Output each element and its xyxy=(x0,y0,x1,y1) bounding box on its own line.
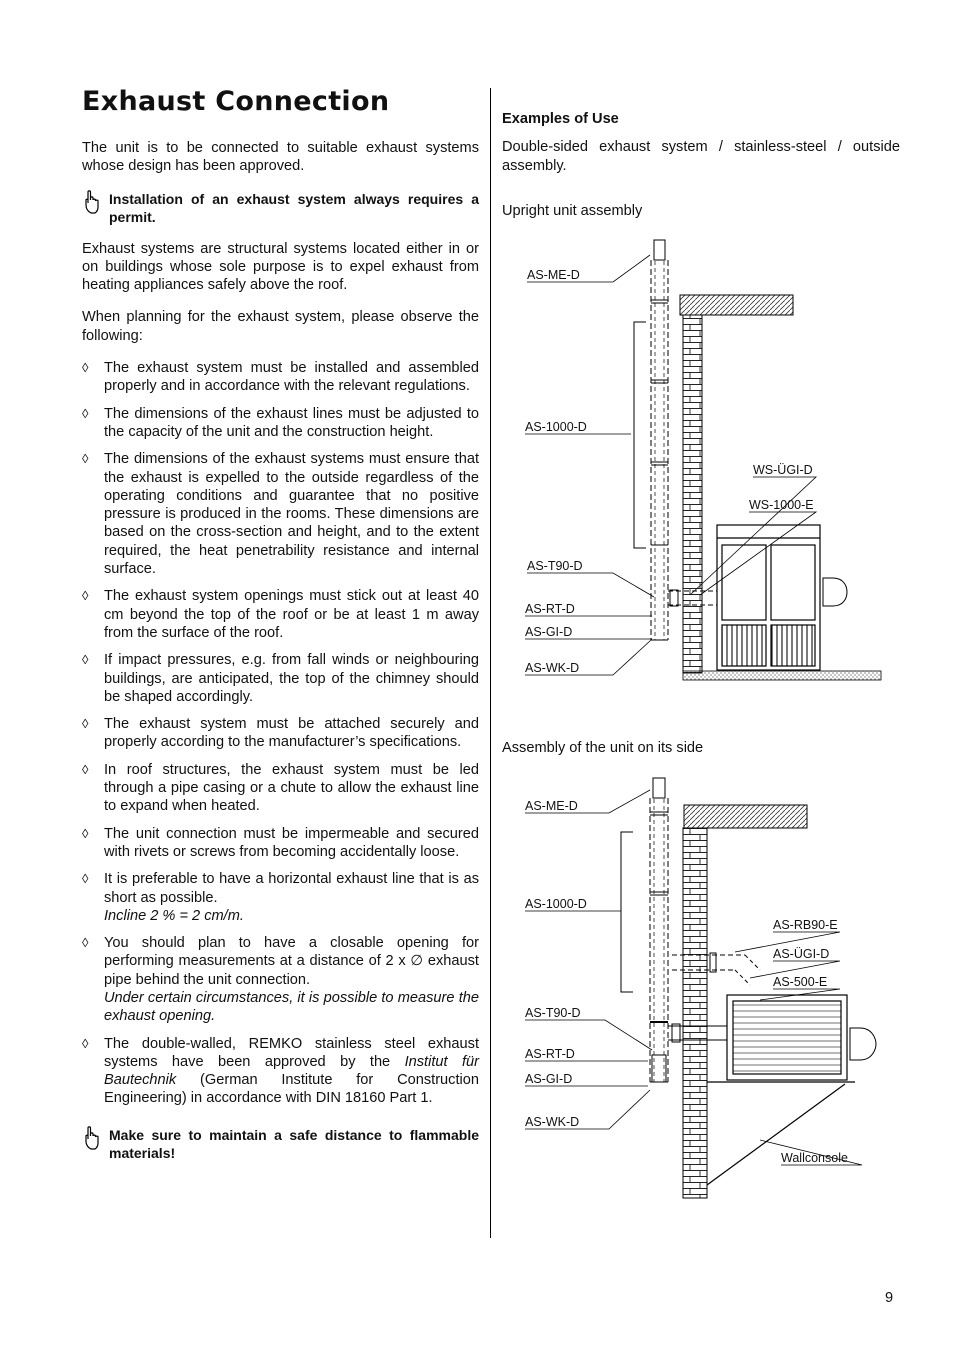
diamond-bullet-icon: ◊ xyxy=(82,761,89,777)
label-ws-ugi-d: WS-ÜGI-D xyxy=(753,463,813,477)
diamond-bullet-icon: ◊ xyxy=(82,588,89,604)
page-number: 9 xyxy=(885,1290,894,1306)
label-as-rt-d: AS-RT-D xyxy=(525,602,575,616)
column-divider xyxy=(490,88,491,1238)
brick-wall xyxy=(683,828,707,1198)
label-as-wk-d: AS-WK-D xyxy=(525,1115,580,1129)
intro-paragraph: The unit is to be connected to suitable exhaust systems whose design has been approved. xyxy=(82,140,479,175)
label-wallconsole: Wallconsole xyxy=(781,1151,848,1165)
diamond-bullet-icon: ◊ xyxy=(82,652,89,668)
lower-connection-pipe xyxy=(668,1024,730,1042)
examples-intro: Double-sided exhaust system / stainless-steel / outside assembly. xyxy=(502,139,900,174)
requirements-list xyxy=(82,359,479,1108)
list-item: ◊ If impact pressures, e.g. from fall winds or neighbouring buildings, are anticipated, the top of the chimney should be shaped accordingly. xyxy=(82,652,479,705)
upper-connection-pipe xyxy=(672,953,760,985)
label-as-rb90-e: AS-RB90-E xyxy=(773,918,838,932)
label-as-wk-d: AS-WK-D xyxy=(525,661,580,675)
upright-caption: Upright unit assembly xyxy=(502,203,643,219)
right-column xyxy=(502,110,900,175)
list-item: ◊ The double-walled, REMKO stainless steel exhaust systems have been approved by the Institut für Bautechnik (German Institute for Construction Engineering) in accordance with DIN 18160 Part 1. xyxy=(82,1035,479,1107)
pointing-hand-icon xyxy=(82,1124,108,1156)
diamond-bullet-icon: ◊ xyxy=(82,1035,89,1051)
exhaust-pipe xyxy=(651,240,668,640)
diamond-bullet-icon: ◊ xyxy=(82,451,89,467)
list-item: ◊ In roof structures, the exhaust system must be led through a pipe casing or a chute to allow the exhaust line to expand when heated. xyxy=(82,761,479,815)
safe-distance-note-text: Make sure to maintain a safe distance to flammable materials! xyxy=(109,1126,479,1161)
roof-slab xyxy=(680,295,793,315)
label-as-500-e: AS-500-E xyxy=(773,975,828,989)
exhaust-systems-paragraph: Exhaust systems are structural systems located either in or on buildings whose sole purpose is to expel exhaust from heating appliances safely above the roof. xyxy=(82,240,479,294)
list-item: ◊ The exhaust system must be installed and assembled properly and in accordance with the relevant regulations. xyxy=(82,360,479,395)
label-as-t90-d: AS-T90-D xyxy=(527,559,583,573)
diamond-bullet-icon: ◊ xyxy=(82,405,89,421)
diamond-bullet-icon: ◊ xyxy=(82,716,89,732)
label-as-t90-d: AS-T90-D xyxy=(525,1006,581,1020)
side-unit xyxy=(727,995,847,1080)
floor xyxy=(683,671,881,680)
side-caption: Assembly of the unit on its side xyxy=(502,740,704,756)
section-bracket xyxy=(634,322,646,548)
list-item: ◊ It is preferable to have a horizontal exhaust line that is as short as possible. Incline 2 % = 2 cm/m. xyxy=(82,871,479,924)
diamond-bullet-icon: ◊ xyxy=(82,360,89,376)
list-item: ◊ The dimensions of the exhaust systems must ensure that the exhaust is expelled to the outside regardless of the operating conditions and guarantee that no positive pressure is produced in the rooms. These dimensions are based on the cross-section and height, and to the extent required, the heat penetrability resistance and internal surface. xyxy=(82,451,479,578)
safe-distance-note xyxy=(82,1126,479,1162)
permit-note xyxy=(82,190,479,226)
label-as-1000-d: AS-1000-D xyxy=(525,420,587,434)
label-as-1000-d: AS-1000-D xyxy=(525,897,587,911)
burner-icon xyxy=(850,1028,876,1060)
diamond-bullet-icon: ◊ xyxy=(82,825,89,841)
list-item: ◊ You should plan to have a closable opening for performing measurements at a distance of 2 x ∅ exhaust pipe behind the unit connection. Under certain circumstances, it is possible to measure the exhaust opening. xyxy=(82,935,479,1025)
list-item: ◊ The exhaust system openings must stick out at least 40 cm beyond the top of the roof or be at least 1 m away from the surface of the roof. xyxy=(82,588,479,641)
section-bracket xyxy=(621,832,633,992)
label-as-me-d: AS-ME-D xyxy=(527,268,580,282)
connection-pipe xyxy=(668,590,730,606)
diamond-bullet-icon: ◊ xyxy=(82,871,89,887)
label-as-rt-d: AS-RT-D xyxy=(525,1047,575,1061)
label-as-me-d: AS-ME-D xyxy=(525,799,578,813)
permit-note-text: Installation of an exhaust system always requires a permit. xyxy=(109,190,479,225)
roof-slab xyxy=(684,805,807,828)
diamond-bullet-icon: ◊ xyxy=(82,935,89,951)
exhaust-pipe xyxy=(650,778,668,1082)
list-item: ◊ The exhaust system must be attached securely and properly according to the manufacturer’s specifications. xyxy=(82,716,479,751)
brick-wall xyxy=(683,315,702,673)
planning-paragraph: When planning for the exhaust system, please observe the following: xyxy=(82,309,479,344)
label-as-gi-d: AS-GI-D xyxy=(525,1072,573,1086)
list-item: ◊ The unit connection must be impermeable and secured with rivets or screws from becoming accidentally loose. xyxy=(82,825,479,860)
label-as-gi-d: AS-GI-D xyxy=(525,625,573,639)
wall-console xyxy=(707,1082,855,1185)
list-item: ◊ The dimensions of the exhaust lines must be adjusted to the capacity of the unit and the construction height. xyxy=(82,405,479,440)
label-as-ugi-d: AS-ÜGI-D xyxy=(773,947,830,961)
page-title: Exhaust Connection xyxy=(82,86,390,117)
label-ws-1000-e: WS-1000-E xyxy=(749,498,814,512)
left-column xyxy=(82,139,479,1176)
upright-unit xyxy=(717,525,820,670)
examples-heading: Examples of Use xyxy=(502,111,619,127)
burner-icon xyxy=(823,578,847,606)
pointing-hand-icon xyxy=(82,188,108,220)
